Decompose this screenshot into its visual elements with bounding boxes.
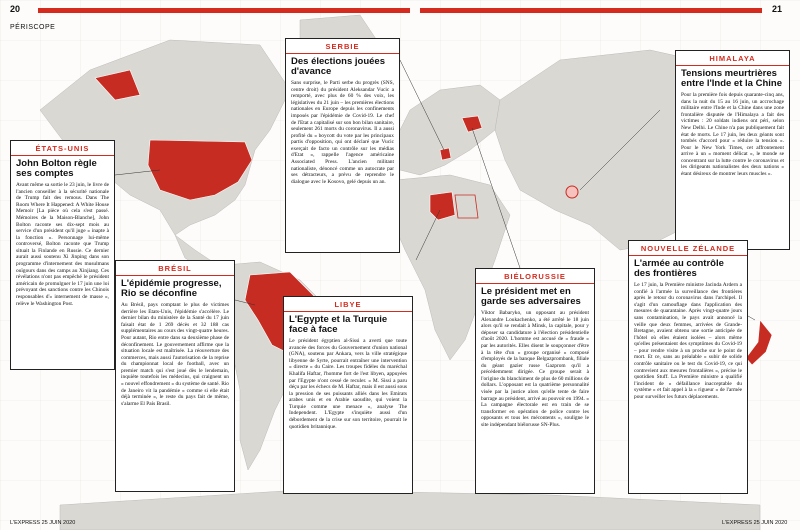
article-title: L'armée au contrôle des frontières (634, 258, 724, 279)
article-tag: NOUVELLE ZÉLANDE (629, 244, 747, 256)
article-tag: HIMALAYA (676, 54, 789, 66)
article-title: Des élections jouées d'avance (291, 56, 385, 77)
article-body: Pour la première fois depuis quarante-cinq ans, dans la nuit du 15 au 16 juin, un accrochage militaire entre l'Inde et la Chine dans une zone frontalière disputée de l'Himalaya a fait des victimes : 20 soldats indiens ont péri, selon New Delhi. Le Chine n'a pas publiquement fait état de morts. Le 17 juin, les deux géants sont tombés d'accord pour « réduire la tension ». Pour le New York Times, cet affrontement arrive à un « moment délicat », le monde se concentrant sur la lutte contre le coronavirus et les dirigeants nationalistes des deux nations « étant désireux de montrer leurs muscles ». (681, 91, 784, 178)
article-body: Le président égyptien al-Sissi a averti que toute avancée des forces du Gouvernement d'union national (GNA), soutenu par Ankara, vers la ville stratégique libyenne de Syrte, pourrait entraîner une intervention « directe » du Caire. Les troupes fidèles du maréchal Khalifa Haftar, l'homme fort de l'est libyen, appuyées par l'Egypte n'ont cessé de reculer. « M. Sissi a paru déçu par les échecs de M. Haftar, mais il est aussi sous la pression de ses puissants alliés dans les Emirats arabes unis et en Arabie saoudite, qui voient la Turquie comme une menace », analyse The Independent. L'Egypte s'inquiète aussi d'un débordement de la crise sur son territoire, pourrait le quotidien britannique. (289, 337, 407, 430)
article-title: L'épidémie progresse, Rio se déconfine (121, 278, 222, 299)
article-serbia (285, 38, 400, 253)
country-serbia (440, 148, 451, 160)
header-rule-left (38, 8, 410, 13)
page-number-left: 20 (10, 4, 21, 14)
footer-left: L'EXPRESS 25 JUIN 2020 (10, 520, 76, 526)
page-number-right: 21 (772, 4, 783, 14)
article-title: Tensions meurtrières entre l'Inde et la Chine (681, 68, 782, 89)
article-tag: BRÉSIL (116, 264, 234, 276)
article-tag: BIÉLORUSSIE (476, 272, 594, 284)
article-body: Au Brésil, pays comptant le plus de victimes derrière les Etats-Unis, l'épidémie s'accélère. Le dernier bilan du ministère de la Santé du 17 juin faisait état de 1 269 décès et 32 188 cas supplémentaires au cours des vingt-quatre heures. Pour autant, Rio entre dans sa deuxième phase de déconfinement. Le gouvernement affirme que la situation locale est maîtrisée. La réouverture des commerces, mais aussi l'autorisation de la reprise du championnat local de football, avec un premier match qui s'est joué dès le lendemain, inquiète toutefois les médecins, qui craignent un « nouvel effondrement » du système de santé. Rio de Janeiro vit la pandémie « comme si elle était déjà terminée », le reste du pays fait de même, s'alarme El País Brasil. (121, 301, 229, 407)
article-tag: SERBIE (286, 42, 399, 54)
article-tag: ÉTATS-UNIS (11, 144, 114, 156)
article-body: Viktor Babaryko, un opposant au président Alexandre Loukachenko, a été arrêté le 18 juin alors qu'il se rendait à Minsk, la capitale, pour y déposer sa candidature à l'élection présidentielle d'août 2020. L'homme est accusé de « fraude » par les autorités. Elles disent le soupçonner d'être à la tête d'un « groupe organisé » composé d'employés de la banque Belgazprombank, filiale du géant gazier russe Gazprom qu'il a précédemment dirigée. Ce groupe serait à l'origine du blanchiment de plus de 60 millions de dollars. L'opposant est la quatrième personnalité visée par la justice alors qu'elle tente de faire barrage au président, arrivé au pouvoir en 1994. « La campagne électorale est en train de se transformer en opération de police contre les opposants et tous les mécontents », souligne le site indépendant biélorusse SN-Plus. (481, 309, 589, 429)
section-label: PÉRISCOPE (10, 24, 56, 31)
article-title: John Bolton règle ses comptes (16, 158, 97, 179)
article-body: Sans surprise, le Parti serbe du progrès (SNS, centre droit) du président Aleksandar Vucic a remporté, avec plus de 60 % des voix, les législatives du 21 juin – les premières élections nationales en Europe depuis les confinements imposés par l'épidémie de Covid-19. Le chef de l'Etat a capitalisé sur son bon bilan sanitaire, seulement 261 morts du coronavirus. Il a aussi profité du « boycott du vote par les principaux partis d'opposition, qui ont déclaré que Vucic exerçait de facto un contrôle sur les médias d'Etat », rappelle l'agence américaine Associated Press. L'ancien militant nationaliste, dénoncé comme un autocrate par ses détracteurs, a prévu de reprendre le dialogue avec le Kosovo, gelé depuis un an. (291, 79, 394, 185)
header-rule-right (420, 8, 762, 13)
article-libya (283, 296, 413, 494)
article-usa (10, 140, 115, 370)
article-belarus (475, 268, 595, 494)
footer-right: L'EXPRESS 25 JUIN 2020 (722, 520, 788, 526)
article-himalaya (675, 50, 790, 250)
article-body: Avant même sa sortie le 23 juin, le livre de l'ancien conseiller à la sécurité nationale de Trump fait des remous. Dans The Room Where It Happened: A White House Memoir [La pièce où cela s'est passé. Mémoires de la Maison-Blanche], John Bolton raconte ses dix-sept mois au service d'un président qu'il juge « inapte à la fonction ». Personnage lui-même controversé, Bolton raconte que Trump situait la Finlande en Russie. Ce dernier aurait aussi soutenu Xi Jinping dans son programme d'internement des musulmans ouïgours dans des camps au Xinjiang. Ces révélations n'ont pas empêché le président américain de promulguer le 17 juin une loi prévoyant des sanctions contre les Chinois responsables d'« internement de masse », relève le Washington Post. (16, 181, 109, 307)
country-libya (430, 192, 455, 220)
article-body: Le 17 juin, la Première ministre Jacinda Ardern a confié à l'armée la surveillance des frontières après le retour du coronavirus dans l'archipel. Il s'agit d'un camouflage dans l'application des mesures de quarantaine. Après vingt-quatre jours sans contamination, le pays avait annoncé la veille que deux femmes, arrivées de Grande-Bretagne, avaient obtenu une sortie anticipée de l'hôtel où elles étaient isolées – alors même qu'elles présentaient des symptômes du Covid-19 – pour rendre visite à un proche sur le point de mort. Et ce, sans au préalable « subir de solide contrôle sanitaire ou le test du Covid-19, ce qui contrevient aux mesures frontalières », précise le quotidien Stuff. La Première ministre a qualifié l'incident de « défaillance inacceptable du système » et fait appel à la « rigueur » de l'armée pour surveiller les futurs déplacements. (634, 281, 742, 401)
article-title: L'Egypte et la Turquie face à face (289, 314, 388, 335)
article-title: Le président met en garde ses adversaires (481, 286, 581, 307)
article-new-zealand (628, 240, 748, 494)
himalaya-marker (566, 186, 578, 198)
article-brazil (115, 260, 235, 492)
article-tag: LIBYE (284, 300, 412, 312)
